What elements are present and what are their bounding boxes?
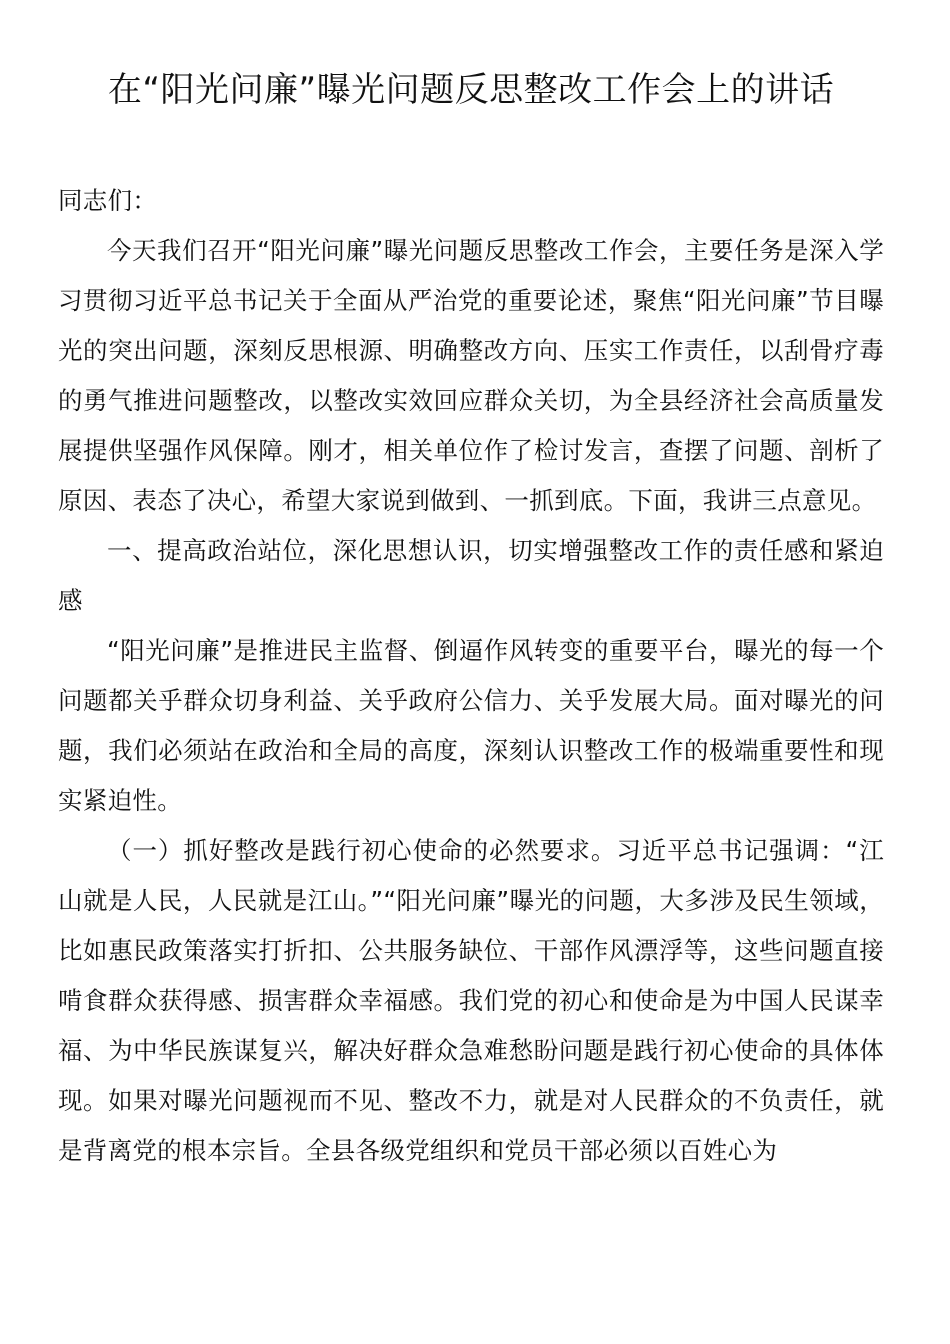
document-body bbox=[58, 176, 884, 1176]
paragraph-subsection-1: （一）抓好整改是践行初心使命的必然要求。习近平总书记强调：“江山就是人民，人民就是江山。”“阳光问廉”曝光的问题，大多涉及民生领域，比如惠民政策落实打折扣、公共服务缺位、干部作风漂浮等，这些问题直接啃食群众获得感、损害群众幸福感。我们党的初心和使命是为中国人民谋幸福、为中华民族谋复兴，解决好群众急难愁盼问题是践行初心使命的具体体现。如果对曝光问题视而不见、整改不力，就是对人民群众的不负责任，就是背离党的根本宗旨。全县各级党组织和党员干部必须以百姓心为 bbox=[58, 836, 884, 1165]
paragraph-section-1: “阳光问廉”是推进民主监督、倒逼作风转变的重要平台，曝光的每一个问题都关乎群众切身利益、关乎政府公信力、关乎发展大局。面对曝光的问题，我们必须站在政治和全局的高度，深刻认识整改工作的极端重要性和现实紧迫性。 bbox=[58, 636, 884, 815]
paragraph-intro: 今天我们召开“阳光问廉”曝光问题反思整改工作会，主要任务是深入学习贯彻习近平总书记关于全面从严治党的重要论述，聚焦“阳光问廉”节目曝光的突出问题，深刻反思根源、明确整改方向、压实工作责任，以刮骨疗毒的勇气推进问题整改，以整改实效回应群众关切，为全县经济社会高质量发展提供坚强作风保障。刚才，相关单位作了检讨发言，查摆了问题、剖析了原因、表态了决心，希望大家说到做到、一抓到底。下面，我讲三点意见。 bbox=[58, 236, 884, 515]
section-heading-1: 一、提高政治站位，深化思想认识，切实增强整改工作的责任感和紧迫感 bbox=[58, 536, 884, 615]
salutation: 同志们： bbox=[58, 186, 158, 215]
document-title: 在“阳光问廉”曝光问题反思整改工作会上的讲话 bbox=[107, 70, 835, 110]
